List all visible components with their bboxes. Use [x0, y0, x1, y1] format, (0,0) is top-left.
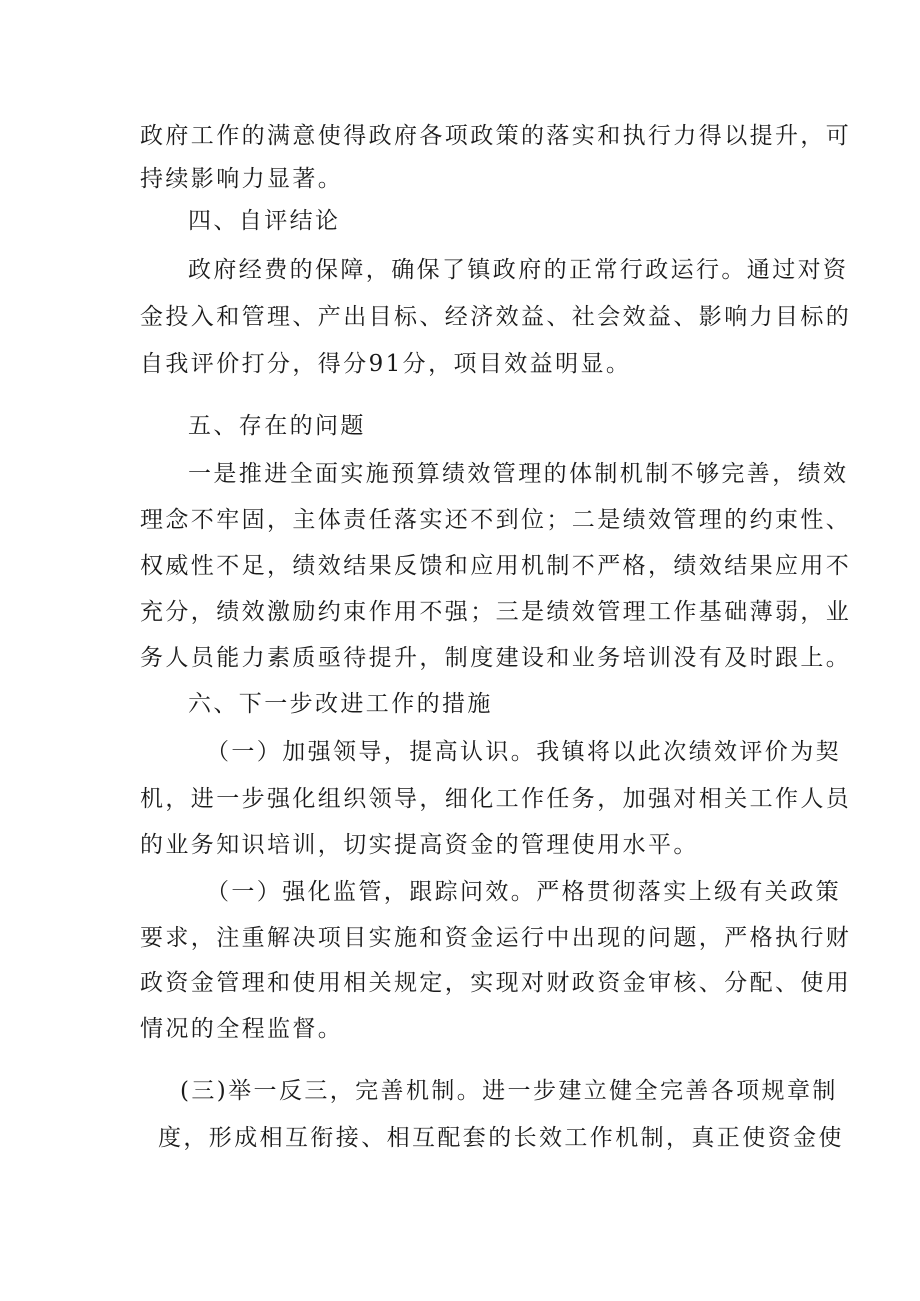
- section-heading: 四、自评结论: [188, 208, 341, 234]
- paragraph-line: 政资金管理和使用相关规定，实现对财政资金审核、分配、使用: [140, 970, 852, 996]
- paragraph-line: (三)举一反三，完善机制。进一步建立健全完善各项规章制: [180, 1078, 838, 1104]
- paragraph-line: 权威性不足，绩效结果反馈和应用机制不严格，绩效结果应用不: [140, 553, 852, 579]
- paragraph-line: 情况的全程监督。: [140, 1016, 344, 1042]
- paragraph-line: 政府经费的保障，确保了镇政府的正常行政运行。通过对资: [188, 257, 849, 283]
- paragraph-line: 的业务知识培训，切实提高资金的管理使用水平。: [140, 832, 699, 858]
- section-heading: 六、下一步改进工作的措施: [188, 691, 493, 717]
- paragraph-line: （一）强化监管，跟踪问效。严格贯彻落实上级有关政策: [206, 879, 841, 905]
- section-heading: 五、存在的问题: [188, 413, 366, 439]
- paragraph-line: 要求，注重解决项目实施和资金运行中出现的问题，严格执行财: [140, 925, 852, 951]
- paragraph-line: 充分，绩效激励约束作用不强；三是绩效管理工作基础薄弱，业: [140, 599, 852, 625]
- paragraph-line: 金投入和管理、产出目标、经济效益、社会效益、影响力目标的: [140, 304, 852, 330]
- paragraph-line: 自我评价打分，得分91分，项目效益明显。: [140, 351, 632, 377]
- paragraph-line: 政府工作的满意使得政府各项政策的落实和执行力得以提升，可: [140, 123, 852, 149]
- paragraph-line: 一是推进全面实施预算绩效管理的体制机制不够完善，绩效: [188, 461, 849, 487]
- paragraph-line: 机，进一步强化组织领导，细化工作任务，加强对相关工作人员: [140, 786, 852, 812]
- paragraph-line: 持续影响力显著。: [140, 166, 344, 192]
- paragraph-line: 理念不牢固，主体责任落实还不到位；二是绩效管理的约束性、: [140, 507, 852, 533]
- paragraph-line: （一）加强领导，提高认识。我镇将以此次绩效评价为契: [206, 739, 841, 765]
- paragraph-line: 务人员能力素质亟待提升，制度建设和业务培训没有及时跟上。: [140, 645, 852, 671]
- paragraph-line: 度，形成相互衔接、相互配套的长效工作机制，真正使资金使: [158, 1125, 844, 1151]
